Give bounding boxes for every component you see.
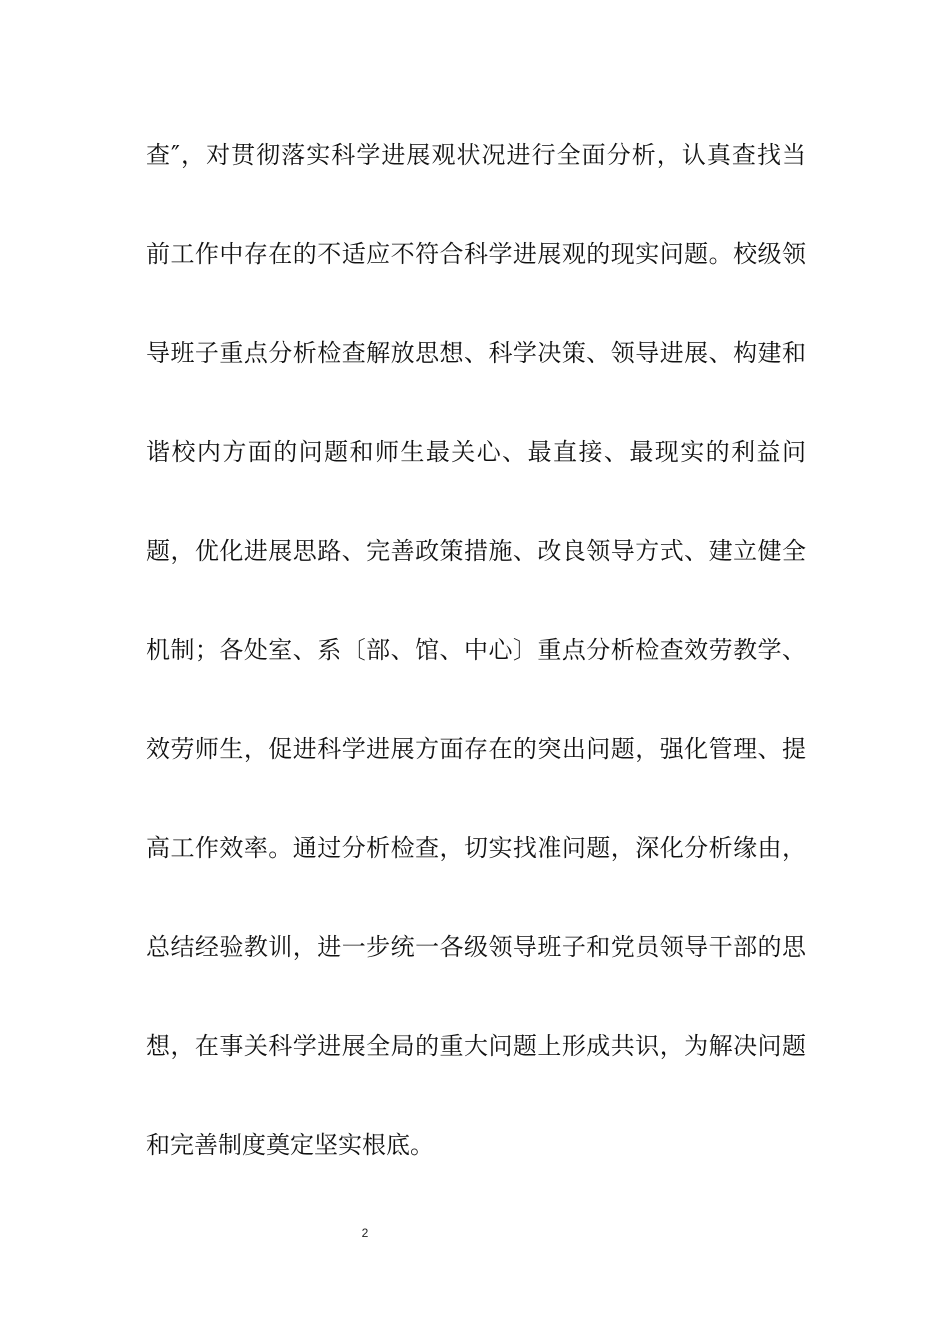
- body-text-line-11: 和完善制度奠定坚实根底。: [146, 1131, 434, 1159]
- page-number: 2: [361, 1226, 369, 1240]
- body-text-line-5: 题，优化进展思路、完善政策措施、改良领导方式、建立健全: [146, 537, 806, 565]
- body-text-line-6: 机制；各处室、系〔部、馆、中心〕重点分析检查效劳教学、: [146, 636, 806, 664]
- body-text-line-3: 导班子重点分析检查解放思想、科学决策、领导进展、构建和: [146, 339, 806, 367]
- body-text-line-10: 想，在事关科学进展全局的重大问题上形成共识，为解决问题: [146, 1032, 806, 1060]
- body-text-line-2: 前工作中存在的不适应不符合科学进展观的现实问题。校级领: [146, 240, 806, 268]
- body-text-line-7: 效劳师生，促进科学进展方面存在的突出问题，强化管理、提: [146, 735, 806, 763]
- body-text-line-4: 谐校内方面的问题和师生最关心、最直接、最现实的利益问: [146, 438, 806, 466]
- body-text-line-1: 查″，对贯彻落实科学进展观状况进行全面分析，认真查找当: [146, 141, 806, 169]
- body-text-line-8: 高工作效率。通过分析检查，切实找准问题，深化分析缘由，: [146, 834, 806, 862]
- body-text-line-9: 总结经验教训，进一步统一各级领导班子和党员领导干部的思: [146, 933, 806, 961]
